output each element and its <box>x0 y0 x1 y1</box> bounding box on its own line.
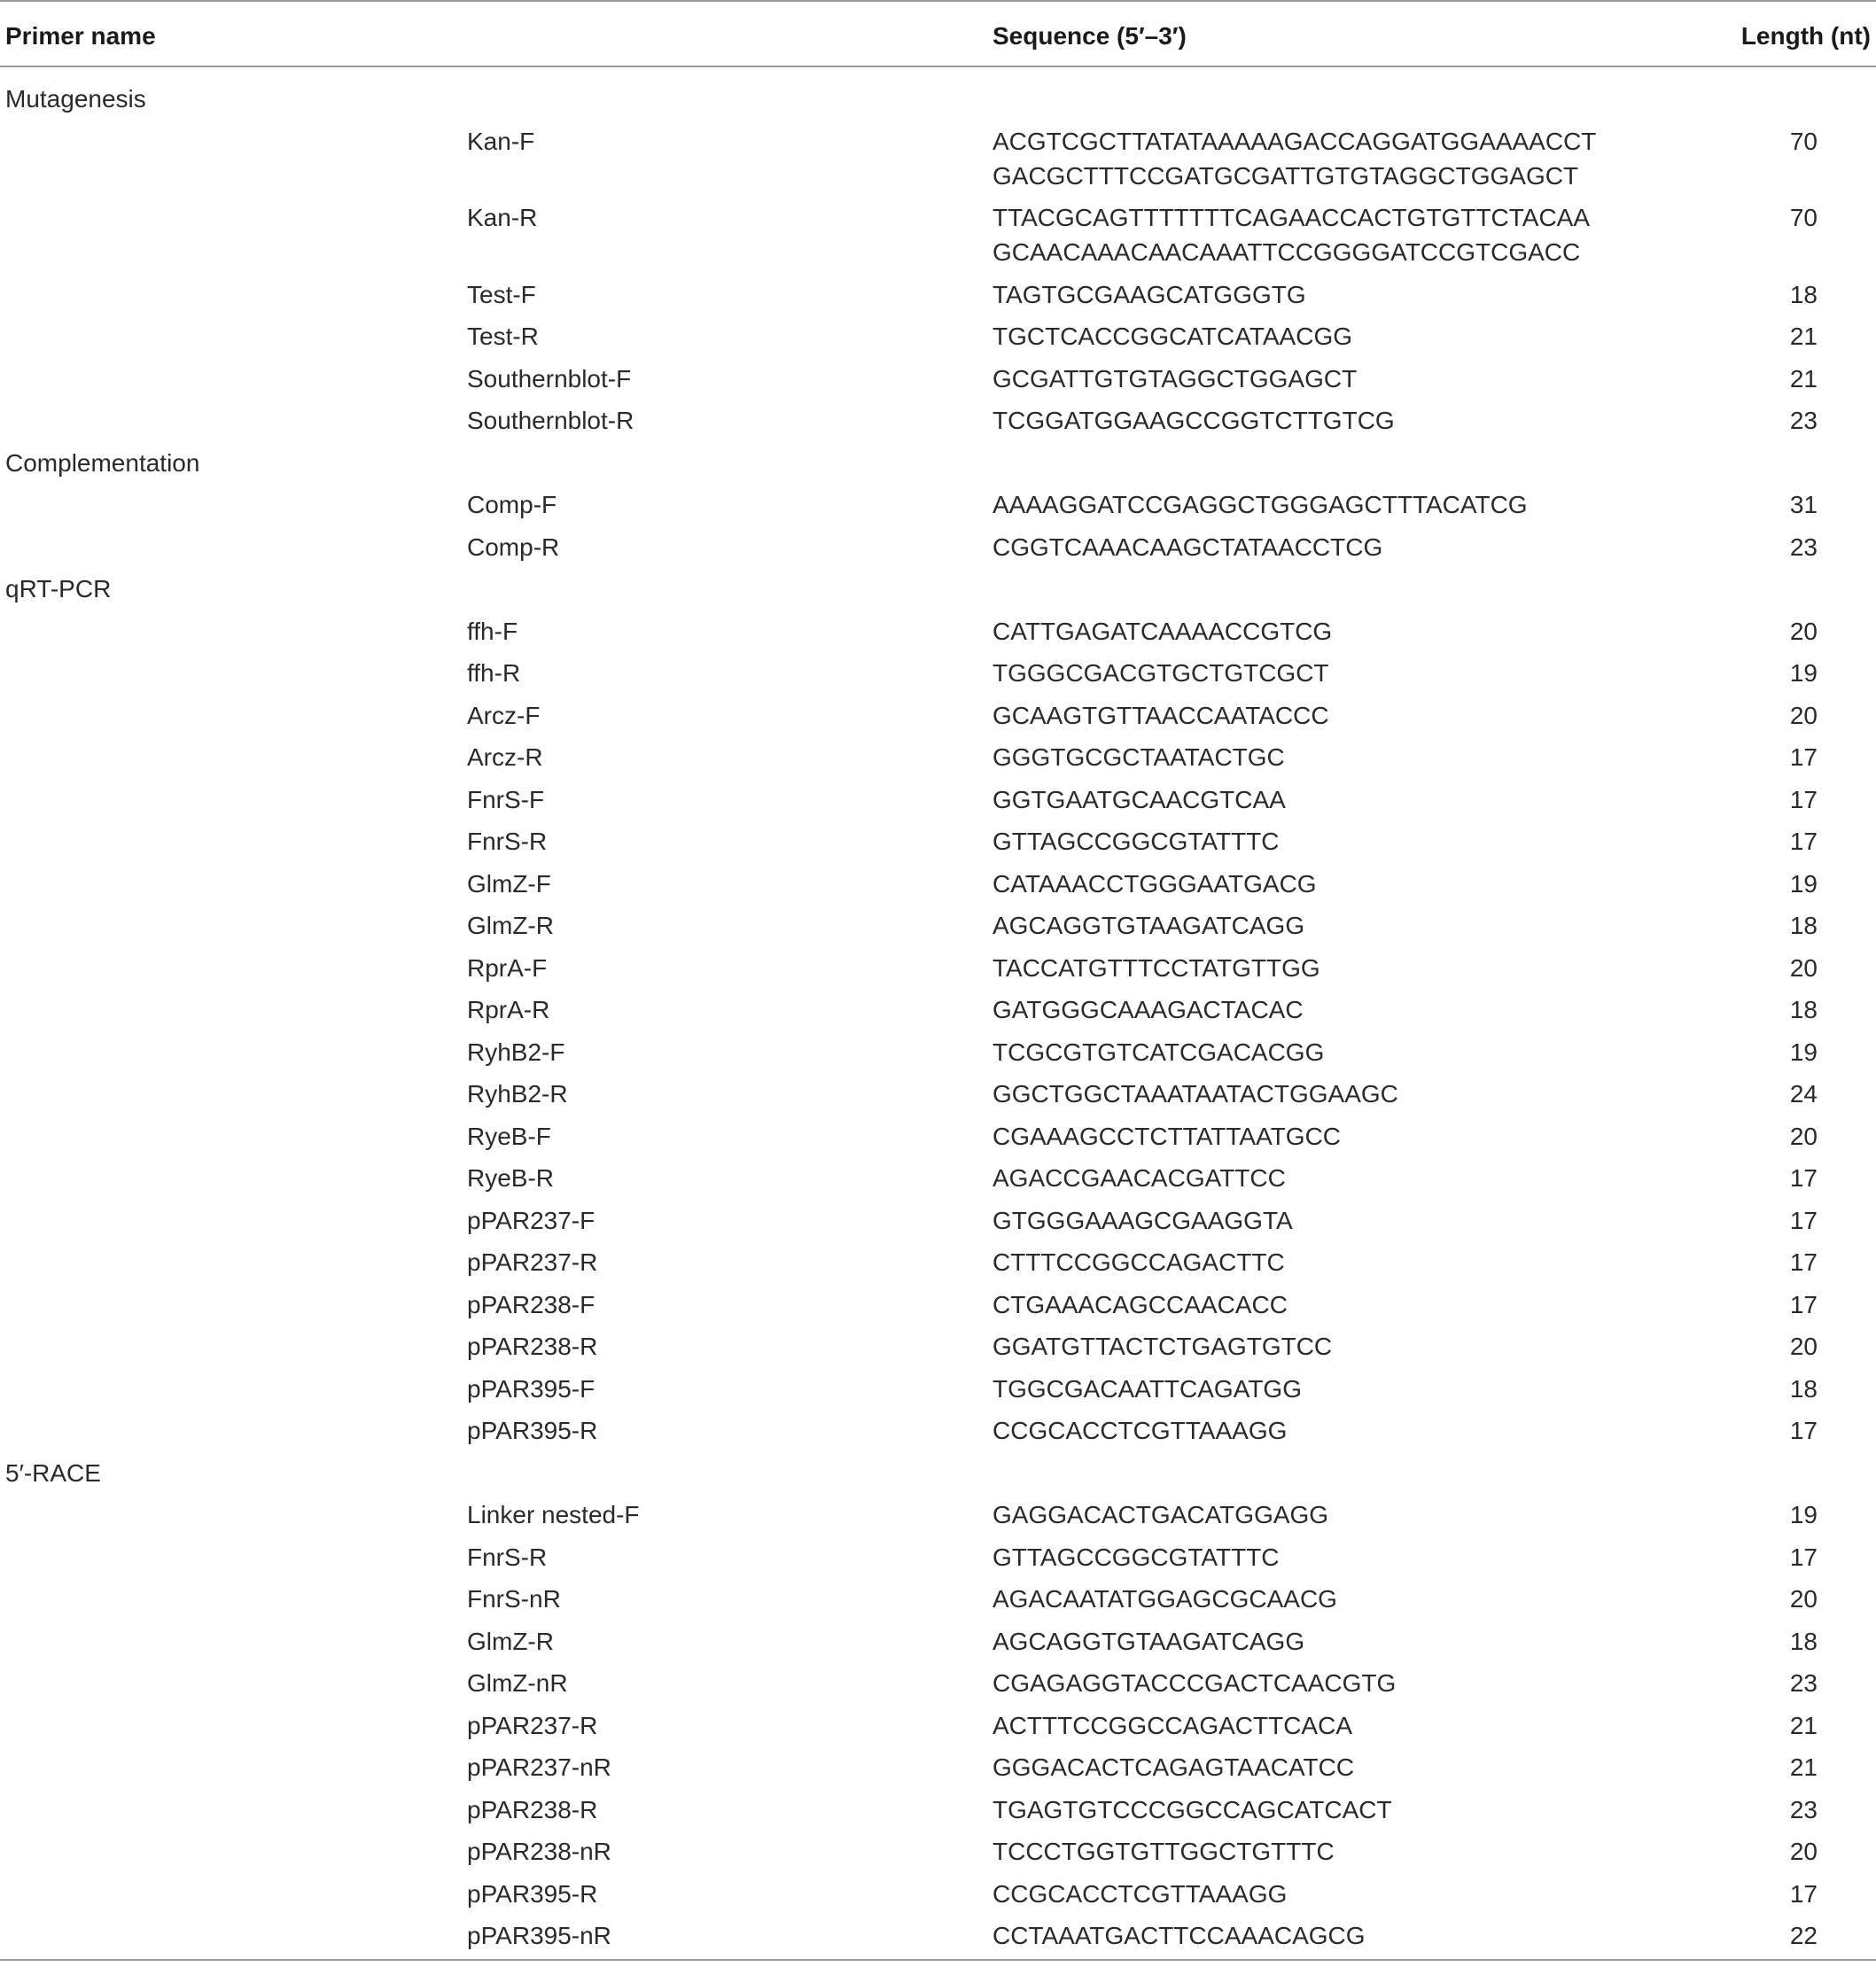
sequence-cell: GGGTGCGCTAATACTGC <box>992 743 1285 771</box>
primer-name-cell: pPAR237-F <box>467 1206 595 1234</box>
sequence-cell: GTTAGCCGGCGTATTTC <box>992 1543 1280 1571</box>
sequence-cell: CGAAAGCCTCTTATTAATGCC <box>992 1122 1342 1150</box>
primer-name-cell: pPAR238-F <box>467 1290 595 1318</box>
sequence-cell: CGGTCAAACAAGCTATAACCTCG <box>992 533 1383 561</box>
primer-name-cell: FnrS-F <box>467 785 545 813</box>
primer-name-cell: pPAR395-R <box>467 1417 598 1444</box>
length-cell: 21 <box>1789 1753 1818 1781</box>
primer-name-cell: ffh-F <box>467 617 518 645</box>
section-title: qRT-PCR <box>5 575 112 603</box>
length-cell: 18 <box>1789 996 1818 1023</box>
length-cell: 22 <box>1789 1922 1818 1949</box>
sequence-cell: AGCAGGTGTAAGATCAGG <box>992 912 1305 939</box>
primer-name-cell: FnrS-nR <box>467 1585 561 1613</box>
primer-name-cell: Arcz-R <box>467 743 543 771</box>
sequence-cell: CTTTCCGGCCAGACTTC <box>992 1248 1285 1276</box>
sequence-cell: GCGATTGTGTAGGCTGGAGCT <box>992 364 1358 393</box>
primer-name-cell: pPAR395-R <box>467 1879 598 1908</box>
primer-name-cell: GlmZ-R <box>467 912 554 939</box>
sequence-cell: TGAGTGTCCCGGCCAGCATCACT <box>992 1795 1392 1823</box>
sequence-cell: CATAAACCTGGGAATGACG <box>992 869 1317 898</box>
length-cell: 20 <box>1789 1585 1818 1613</box>
primer-name-cell: Kan-F <box>467 127 535 155</box>
length-cell: 21 <box>1789 323 1818 350</box>
length-cell: 17 <box>1789 1879 1818 1908</box>
sequence-cell: GCAACAAACAACAAATTCCGGGGATCCGTCGACC <box>992 238 1581 266</box>
length-cell: 18 <box>1789 1374 1818 1403</box>
primer-name-cell: FnrS-R <box>467 828 548 855</box>
section-title: Mutagenesis <box>5 85 146 113</box>
sequence-cell: CGAGAGGTACCCGACTCAACGTG <box>992 1669 1397 1697</box>
primer-name-cell: FnrS-R <box>467 1543 548 1571</box>
length-cell: 18 <box>1789 280 1818 308</box>
sequence-cell: TGGCGACAATTCAGATGG <box>992 1374 1302 1403</box>
sequence-cell: ACTTTCCGGCCAGACTTCACA <box>992 1711 1352 1739</box>
sequence-cell: CATTGAGATCAAAACCGTCG <box>992 617 1333 645</box>
primer-name-cell: Kan-R <box>467 204 538 231</box>
length-cell: 23 <box>1789 1795 1818 1823</box>
length-cell: 21 <box>1789 364 1818 393</box>
length-cell: 19 <box>1789 1501 1818 1528</box>
primer-name-cell: GlmZ-nR <box>467 1669 568 1697</box>
primer-name-cell: pPAR238-R <box>467 1333 598 1360</box>
primer-name-cell: pPAR237-R <box>467 1711 598 1739</box>
length-cell: 17 <box>1789 1290 1818 1318</box>
primer-name-cell: GlmZ-R <box>467 1627 554 1655</box>
length-cell: 70 <box>1789 204 1818 231</box>
sequence-cell: GAGGACACTGACATGGAGG <box>992 1501 1329 1528</box>
length-cell: 17 <box>1789 785 1818 813</box>
primer-name-cell: RprA-R <box>467 996 550 1023</box>
sequence-cell: TGGGCGACGTGCTGTCGCT <box>992 659 1329 687</box>
sequence-cell: GATGGGCAAAGACTACAC <box>992 996 1304 1023</box>
sequence-cell: GTGGGAAAGCGAAGGTA <box>992 1206 1293 1234</box>
header-sequence: Sequence (5′–3′) <box>992 22 1187 50</box>
primer-name-cell: pPAR237-nR <box>467 1753 611 1781</box>
sequence-cell: TCGGATGGAAGCCGGTCTTGTCG <box>992 407 1395 434</box>
section-title: Complementation <box>5 448 200 477</box>
length-cell: 21 <box>1789 1711 1818 1739</box>
sequence-cell: GTTAGCCGGCGTATTTC <box>992 828 1280 855</box>
sequence-cell: CCTAAATGACTTCCAAACAGCG <box>992 1922 1366 1949</box>
primer-name-cell: Comp-R <box>467 533 560 561</box>
section-title: 5′-RACE <box>5 1458 101 1487</box>
primer-name-cell: Test-R <box>467 323 539 350</box>
sequence-cell: TGCTCACCGGCATCATAACGG <box>992 323 1352 350</box>
primer-name-cell: RyhB2-R <box>467 1080 568 1108</box>
sequence-cell: GGCTGGCTAAATAATACTGGAAGC <box>992 1080 1398 1108</box>
length-cell: 17 <box>1789 1206 1818 1234</box>
length-cell: 18 <box>1789 912 1818 939</box>
sequence-cell: TAGTGCGAAGCATGGGTG <box>992 280 1306 308</box>
sequence-cell: CTGAAACAGCCAACACC <box>992 1290 1288 1318</box>
length-cell: 23 <box>1789 533 1818 561</box>
length-cell: 20 <box>1789 1838 1818 1865</box>
primer-name-cell: Linker nested-F <box>467 1501 640 1528</box>
sequence-cell: GGGACACTCAGAGTAACATCC <box>992 1753 1355 1781</box>
primer-name-cell: Southernblot-R <box>467 407 634 434</box>
primer-name-cell: RyeB-R <box>467 1164 555 1192</box>
sequence-cell: GGATGTTACTCTGAGTGTCC <box>992 1333 1333 1360</box>
length-cell: 23 <box>1789 1669 1818 1697</box>
length-cell: 20 <box>1789 617 1818 645</box>
length-cell: 17 <box>1789 1164 1818 1192</box>
length-cell: 23 <box>1789 407 1818 434</box>
length-cell: 17 <box>1789 1417 1818 1444</box>
sequence-cell: TACCATGTTTCCTATGTTGG <box>992 953 1320 982</box>
header-primer-name: Primer name <box>5 22 156 50</box>
primer-name-cell: Arcz-F <box>467 701 541 729</box>
primer-name-cell: GlmZ-F <box>467 869 551 898</box>
sequence-cell: TCCCTGGTGTTGGCTGTTTC <box>992 1838 1335 1865</box>
sequence-cell: CCGCACCTCGTTAAAGG <box>992 1879 1288 1908</box>
length-cell: 18 <box>1789 1627 1818 1655</box>
length-cell: 20 <box>1789 953 1818 982</box>
sequence-cell: TCGCGTGTCATCGACACGG <box>992 1038 1325 1066</box>
length-cell: 19 <box>1789 1038 1818 1066</box>
sequence-cell: GACGCTTTCCGATGCGATTGTGTAGGCTGGAGCT <box>992 161 1579 190</box>
primer-name-cell: pPAR395-nR <box>467 1922 611 1949</box>
length-cell: 17 <box>1789 1248 1818 1276</box>
table-top-rule <box>0 0 1876 2</box>
length-cell: 31 <box>1789 491 1818 518</box>
primer-name-cell: ffh-R <box>467 659 521 687</box>
table-header-rule <box>0 66 1876 67</box>
length-cell: 19 <box>1789 659 1818 687</box>
length-cell: 70 <box>1789 127 1818 155</box>
sequence-cell: AGACAATATGGAGCGCAACG <box>992 1585 1337 1613</box>
primer-name-cell: RprA-F <box>467 953 548 982</box>
primer-name-cell: pPAR237-R <box>467 1248 598 1276</box>
primer-name-cell: Comp-F <box>467 491 557 518</box>
length-cell: 24 <box>1789 1080 1818 1108</box>
primer-name-cell: RyeB-F <box>467 1122 551 1150</box>
primer-name-cell: pPAR395-F <box>467 1374 595 1403</box>
length-cell: 20 <box>1789 1122 1818 1150</box>
table-bottom-rule <box>0 1959 1876 1961</box>
header-length: Length (nt) <box>1740 22 1871 50</box>
length-cell: 17 <box>1789 743 1818 771</box>
primer-name-cell: Southernblot-F <box>467 364 632 393</box>
primer-name-cell: pPAR238-nR <box>467 1838 611 1865</box>
sequence-cell: CCGCACCTCGTTAAAGG <box>992 1417 1288 1444</box>
sequence-cell: AAAAGGATCCGAGGCTGGGAGCTTTACATCG <box>992 491 1528 518</box>
sequence-cell: ACGTCGCTTATATAAAAAGACCAGGATGGAAAACCT <box>992 127 1597 155</box>
sequence-cell: TTACGCAGTTTTTTTCAGAACCACTGTGTTCTACAA <box>992 204 1591 231</box>
sequence-cell: AGACCGAACACGATTCC <box>992 1164 1286 1192</box>
length-cell: 17 <box>1789 828 1818 855</box>
primer-name-cell: RyhB2-F <box>467 1038 565 1066</box>
sequence-cell: GCAAGTGTTAACCAATACCC <box>992 701 1329 729</box>
length-cell: 20 <box>1789 1333 1818 1360</box>
length-cell: 17 <box>1789 1543 1818 1571</box>
length-cell: 19 <box>1789 869 1818 898</box>
primer-name-cell: pPAR238-R <box>467 1795 598 1823</box>
primer-name-cell: Test-F <box>467 280 536 308</box>
length-cell: 20 <box>1789 701 1818 729</box>
sequence-cell: GGTGAATGCAACGTCAA <box>992 785 1286 813</box>
sequence-cell: AGCAGGTGTAAGATCAGG <box>992 1627 1305 1655</box>
